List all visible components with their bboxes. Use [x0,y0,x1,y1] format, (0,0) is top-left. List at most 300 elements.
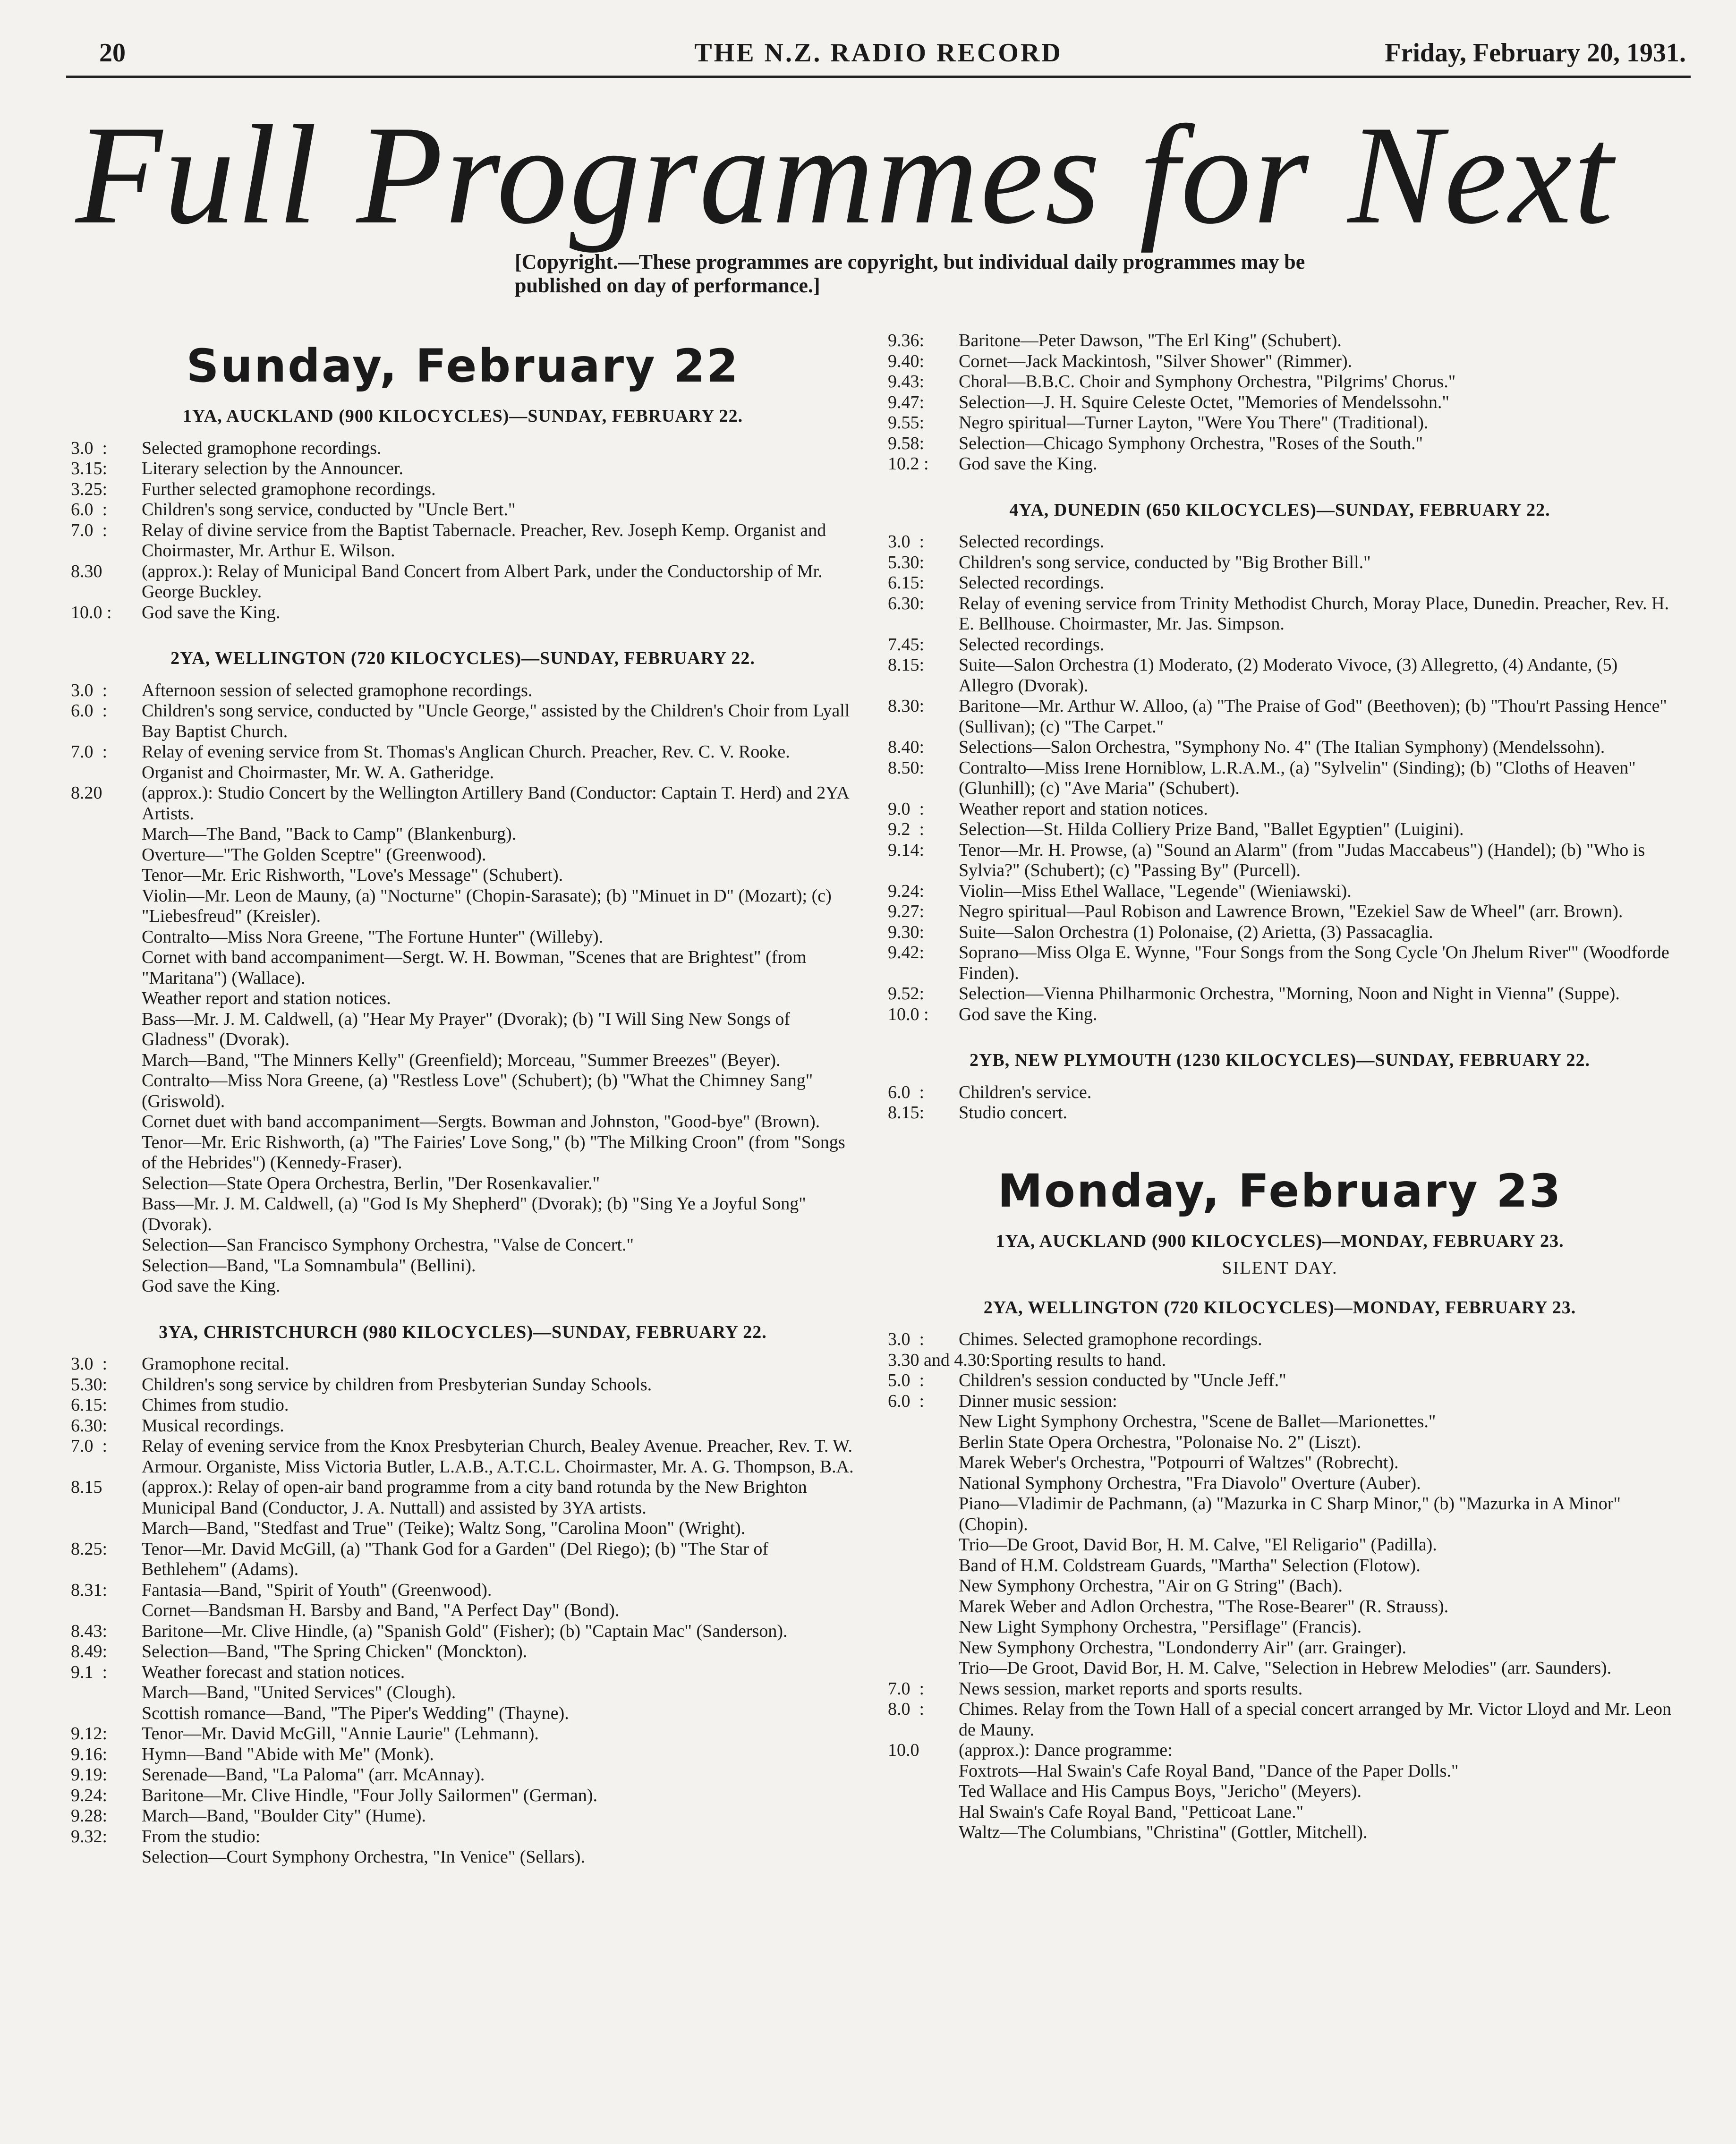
programme-entry [71,520,855,562]
programme-entry [888,413,1672,434]
programme-list [71,1354,855,1868]
programme-entry [71,783,855,824]
programme-entry [888,1412,1672,1432]
programme-entry [888,1494,1672,1535]
programme-entry [888,1556,1672,1576]
entry-text: (approx.): Relay of Municipal Band Concert from Albert Park, under the Conductorship of Mr. George Buckley. [142,561,823,602]
entry-text: Selected gramophone recordings. [142,438,382,458]
entry-text: Tenor—Mr. H. Prowse, (a) "Sound an Alarm" (from "Judas Maccabeus") (Handel); (b) "Who is Sylvia?" (Schubert); (c) "Passing By" (Purcell). [959,840,1645,880]
programme-entry [888,573,1672,594]
entry-text: New Light Symphony Orchestra, "Scene de Ballet—Marionettes." [959,1412,1436,1431]
entry-time: 8.25: [71,1539,108,1559]
entry-time [71,1847,142,1868]
programme-entry [71,1744,855,1765]
entry-time: 3.15: [71,459,108,478]
entry-time [71,1112,142,1132]
programme-entry [71,824,855,845]
entry-time: 6.0 : [888,1391,925,1411]
programme-entry [71,927,855,948]
programme-entry [888,902,1672,922]
station-heading: 3YA, CHRISTCHURCH (980 KILOCYCLES)—SUNDAY, FEBRUARY 22. [159,1322,767,1342]
left-column [71,331,855,1868]
programme-entry [71,681,855,701]
entry-text: Waltz—The Columbians, "Christina" (Gottler, Mitchell). [959,1822,1368,1842]
entry-text: Dinner music session: [959,1391,1117,1411]
entry-time [888,1597,959,1617]
entry-text: Selection—Chicago Symphony Orchestra, "Roses of the South." [959,433,1423,453]
entry-text: Serenade—Band, "La Paloma" (arr. McAnnay). [142,1765,485,1785]
entry-text: Gramophone recital. [142,1354,289,1374]
programme-entry [888,922,1672,943]
entry-text: Cornet—Bandsman H. Barsby and Band, "A Perfect Day" (Bond). [142,1600,620,1620]
programme-entry [888,1350,1672,1371]
programme-entry [888,331,1672,351]
entry-text: Berlin State Opera Orchestra, "Polonaise No. 2" (Liszt). [959,1432,1362,1452]
station-heading: 4YA, DUNEDIN (650 KILOCYCLES)—SUNDAY, FEBRUARY 22. [1009,500,1550,520]
entry-text: Band of H.M. Coldstream Guards, "Martha" Selection (Flotow). [959,1555,1421,1575]
entry-time [888,1576,959,1597]
entry-time [71,824,142,845]
entry-text: New Light Symphony Orchestra, "Persiflage" (Francis). [959,1617,1362,1637]
entry-time [71,1256,142,1276]
entry-time: 9.24: [71,1785,108,1805]
entry-time [888,1432,959,1453]
day-heading-sunday: Sunday, February 22 [186,340,740,392]
programme-entry [71,1806,855,1827]
programme-entry [71,1621,855,1642]
programme-entry [71,1436,855,1477]
entry-text: (approx.): Relay of open-air band programme from a city band rotunda by the New Brighton Municipal Band (Conductor, J. A. Nuttall) and assisted by 3YA artists. [142,1477,807,1518]
copyright-notice: [Copyright.—These programmes are copyright, but individual daily programmes may be published on day of performance.] [515,250,1305,297]
programme-entry [888,1082,1672,1103]
entry-time: 9.2 : [888,819,925,839]
entry-text: God save the King. [142,1276,281,1296]
programme-entry [888,1535,1672,1556]
programme-entry [71,1642,855,1662]
programme-entry [71,701,855,742]
programme-list [888,331,1672,475]
programme-entry [888,532,1672,553]
entry-text: March—The Band, "Back to Camp" (Blankenburg). [142,824,517,844]
entry-text: Piano—Vladimir de Pachmann, (a) "Mazurka in C Sharp Minor," (b) "Mazurka in A Minor" (Chopin). [959,1494,1621,1534]
entry-text: Relay of evening service from St. Thomas's Anglican Church. Preacher, Rev. C. V. Rooke. Organist and Choirmaster, Mr. W. A. Gatheridge. [142,742,790,783]
programme-entry [888,372,1672,392]
programme-entry [888,881,1672,902]
programme-entry [71,988,855,1009]
entry-time: 8.31: [71,1580,108,1600]
entry-time [888,1453,959,1473]
entry-time [888,1494,959,1535]
programme-entry [71,1477,855,1518]
day-heading-monday: Monday, February 23 [997,1164,1562,1217]
entry-time [71,1518,142,1539]
entry-text: (approx.): Dance programme: [959,1740,1173,1760]
entry-text: Relay of evening service from the Knox Presbyterian Church, Bealey Avenue. Preacher, Rev. T. W. Armour. Organiste, Miss Victoria Butler, L.A.B., A.T.C.L. Choirmaster, Mr. A. G. Thompson, B.A. [142,1436,854,1477]
entry-time: 9.1 : [71,1662,108,1682]
entry-text: Baritone—Mr. Clive Hindle, "Four Jolly Sailormen" (German). [142,1785,598,1805]
entry-time: 9.27: [888,902,925,921]
programme-entry [71,1703,855,1724]
programme-list [888,1329,1672,1843]
entry-time: 3.0 : [71,680,108,700]
programme-entry [888,1453,1672,1473]
entry-time: 9.47: [888,392,925,412]
programme-entry [888,1617,1672,1638]
entry-text: Selection—St. Hilda Colliery Prize Band, "Ballet Egyptien" (Luigini). [959,819,1464,839]
programme-entry [71,1580,855,1601]
entry-time [71,1276,142,1297]
programme-entry [888,553,1672,573]
entry-text: Chimes. Selected gramophone recordings. [959,1329,1262,1349]
entry-text: News session, market reports and sports results. [959,1678,1303,1699]
programme-entry [71,1071,855,1112]
programme-entry [71,1256,855,1276]
entry-time: 10.0 : [888,1004,929,1024]
entry-time [71,886,142,927]
entry-text: Studio concert. [959,1103,1068,1123]
programme-entry [71,1600,855,1621]
entry-text: March—Band, "Boulder City" (Hume). [142,1806,426,1826]
programme-entry [71,438,855,459]
entry-time: 6.0 : [71,500,108,519]
page-headline: Full Programmes for Next [76,96,1615,253]
entry-time: 9.58: [888,433,925,453]
header-rule [66,76,1691,78]
entry-text: Literary selection by the Announcer. [142,459,403,478]
programme-entry [71,1235,855,1256]
entry-text: Selection—Band, "The Spring Chicken" (Monckton). [142,1642,528,1661]
entry-text: Bass—Mr. J. M. Caldwell, (a) "God Is My Shepherd" (Dvorak); (b) "Sing Ye a Joyful Song" (Dvorak). [142,1194,806,1234]
programme-entry [888,655,1672,696]
entry-text: Baritone—Peter Dawson, "The Erl King" (Schubert). [959,331,1342,350]
entry-text: Chimes from studio. [142,1395,289,1415]
programme-entry [888,1597,1672,1617]
entry-text: Selection—Vienna Philharmonic Orchestra, "Morning, Noon and Night in Vienna" (Suppe). [959,984,1620,1004]
entry-time [71,1050,142,1071]
entry-time: 6.0 : [888,1082,925,1102]
programme-entry [888,1391,1672,1412]
entry-text: Violin—Miss Ethel Wallace, "Legende" (Wieniawski). [959,881,1352,901]
entry-text: Contralto—Miss Nora Greene, "The Fortune Hunter" (Willeby). [142,927,604,947]
entry-time: 8.30: [888,696,925,716]
programme-entry [888,635,1672,655]
programme-entry [71,742,855,783]
entry-text: Trio—De Groot, David Bor, H. M. Calve, "Selection in Hebrew Melodies" (arr. Saunders). [959,1658,1612,1678]
programme-entry [888,434,1672,454]
entry-time: 8.30 [71,561,102,581]
entry-text: Weather report and station notices. [142,988,391,1008]
entry-text: Children's song service, conducted by "Uncle George," assisted by the Children's Choir from Lyall Bay Baptist Church. [142,701,850,741]
programme-entry [888,1781,1672,1802]
entry-text: Selections—Salon Orchestra, "Symphony No. 4" (The Italian Symphony) (Mendelssohn). [959,737,1605,757]
entry-time: 7.45: [888,634,925,655]
entry-text: Selection—Court Symphony Orchestra, "In Venice" (Sellars). [142,1847,585,1867]
entry-text: National Symphony Orchestra, "Fra Diavolo" Overture (Auber). [959,1473,1421,1493]
programme-entry [71,1539,855,1580]
entry-text: Negro spiritual—Turner Layton, "Were You There" (Traditional). [959,413,1429,433]
entry-time [888,1822,959,1843]
entry-text: March—Band, "Stedfast and True" (Teike); Waltz Song, "Carolina Moon" (Wright). [142,1518,746,1538]
entry-time [888,1412,959,1432]
programme-entry [888,819,1672,840]
entry-text: Selection—San Francisco Symphony Orchestra, "Valse de Concert." [142,1235,634,1255]
entry-time: 8.40: [888,737,925,757]
entry-time: 9.42: [888,943,925,962]
entry-time: 7.0 : [71,742,108,762]
entry-text: Cornet with band accompaniment—Sergt. W. H. Bowman, "Scenes that are Brightest" (from "Maritana") (Wallace). [142,947,807,988]
entry-text: Contralto—Miss Nora Greene, (a) "Restless Love" (Schubert); (b) "What the Chimney Sang" (Griswold). [142,1071,813,1111]
entry-text: Baritone—Mr. Clive Hindle, (a) "Spanish Gold" (Fisher); (b) "Captain Mac" (Sanderson). [142,1621,788,1641]
entry-time [888,1535,959,1556]
entry-text: God save the King. [959,1004,1098,1024]
entry-time: 9.0 : [888,799,925,819]
programme-entry [888,594,1672,635]
programme-entry [71,562,855,603]
entry-text: Weather report and station notices. [959,799,1208,819]
programme-entry [71,479,855,500]
entry-text: Tenor—Mr. David McGill, "Annie Laurie" (Lehmann). [142,1724,539,1744]
entry-time: 9.12: [71,1724,108,1744]
entry-text: Contralto—Miss Irene Horniblow, L.R.A.M., (a) "Sylvelin" (Sinding); (b) "Cloths of Heaven" (Glunhill); (c) "Ave Maria" (Schubert). [959,757,1636,798]
programme-entry [888,943,1672,984]
entry-time: 3.0 : [888,1329,925,1349]
entry-time [71,845,142,866]
entry-time [71,1703,142,1724]
programme-entry [71,1518,855,1539]
entry-time: 9.52: [888,984,925,1004]
programme-entry [888,1822,1672,1843]
entry-time: 9.40: [888,351,925,371]
entry-time: 9.36: [888,331,925,350]
entry-time [888,1638,959,1659]
entry-text: Foxtrots—Hal Swain's Cafe Royal Band, "Dance of the Paper Dolls." [959,1761,1459,1781]
page-number: 20 [99,38,126,68]
entry-time: 9.32: [71,1826,108,1846]
entry-text: Children's song service, conducted by "Uncle Bert." [142,500,516,519]
entry-text: Baritone—Mr. Arthur W. Alloo, (a) "The Praise of God" (Beethoven); (b) "Thou'rt Passing Hence" (Sullivan); (c) "The Carpet." [959,696,1667,737]
entry-text: Afternoon session of selected gramophone recordings. [142,680,533,700]
entry-text: Relay of divine service from the Baptist Tabernacle. Preacher, Rev. Joseph Kemp. Organist and Choirmaster, Mr. Arthur E. Wilson. [142,520,826,561]
entry-time: 8.0 : [888,1699,925,1719]
entry-text: March—Band, "United Services" (Clough). [142,1683,456,1702]
entry-text: March—Band, "The Minners Kelly" (Greenfield); Morceau, "Summer Breezes" (Beyer). [142,1050,781,1070]
entry-time [888,1658,959,1679]
entry-text: Selected recordings. [959,573,1105,593]
entry-time: 8.43: [71,1621,108,1641]
programme-entry [71,1724,855,1744]
programme-entry [888,1638,1672,1659]
entry-time: 7.0 : [888,1678,925,1699]
entry-text: Soprano—Miss Olga E. Wynne, "Four Songs from the Song Cycle 'On Jhelum River'" (Woodforde Finden). [959,943,1669,983]
programme-entry [888,1658,1672,1679]
entry-text: Ted Wallace and His Campus Boys, "Jericho" (Meyers). [959,1781,1362,1801]
programme-entry [71,1194,855,1235]
entry-text: Fantasia—Band, "Spirit of Youth" (Greenwood). [142,1580,492,1600]
programme-list [888,1082,1672,1123]
entry-time: 10.2 : [888,454,929,474]
entry-text: New Symphony Orchestra, "Londonderry Air" (arr. Grainger). [959,1637,1407,1658]
entry-time: 6.15: [888,573,925,593]
entry-time: 3.25: [71,479,108,499]
entry-time: 8.50: [888,757,925,778]
entry-text: Tenor—Mr. Eric Rishworth, "Love's Message" (Schubert). [142,865,563,885]
programme-entry [888,351,1672,372]
programme-entry [71,1786,855,1806]
programme-entry [888,454,1672,475]
entry-text: Overture—"The Golden Sceptre" (Greenwood). [142,844,486,865]
entry-time [888,1761,959,1782]
entry-text: Hal Swain's Cafe Royal Band, "Petticoat Lane." [959,1802,1304,1822]
programme-entry [888,1004,1672,1025]
programme-entry [71,1847,855,1868]
programme-entry [71,1112,855,1132]
programme-entry [888,1370,1672,1391]
station-heading: 1YA, AUCKLAND (900 KILOCYCLES)—SUNDAY, FEBRUARY 22. [182,406,743,426]
entry-time: 8.15 [71,1477,102,1497]
entry-time: 9.43: [888,372,925,391]
programme-entry [888,392,1672,413]
entry-text: Trio—De Groot, David Bor, H. M. Calve, "El Religario" (Padilla). [959,1535,1437,1555]
entry-time [71,1194,142,1235]
entry-time: 5.0 : [888,1370,925,1390]
programme-entry [71,1662,855,1683]
programme-entry [71,1009,855,1050]
entry-text: God save the King. [142,602,281,622]
entry-time: 3.0 : [71,1354,108,1374]
entry-text: Sporting results to hand. [990,1350,1166,1370]
programme-entry [71,459,855,479]
entry-time [888,1802,959,1823]
entry-text: Tenor—Mr. Eric Rishworth, (a) "The Fairies' Love Song," (b) "The Milking Croon" (from "Songs of the Hebrides") (Kennedy-Fraser). [142,1132,845,1173]
programme-entry [888,1761,1672,1782]
entry-time [71,1683,142,1703]
entry-text: Children's service. [959,1082,1092,1102]
entry-time: 3.0 : [71,438,108,458]
entry-text: Selection—J. H. Squire Celeste Octet, "Memories of Mendelssohn." [959,392,1449,412]
programme-entry [71,1354,855,1375]
programme-list [71,681,855,1297]
entry-text: Selection—Band, "La Somnambula" (Bellini). [142,1255,476,1276]
station-heading: 2YA, WELLINGTON (720 KILOCYCLES)—SUNDAY, FEBRUARY 22. [170,648,755,668]
entry-time [71,927,142,948]
entry-text: Suite—Salon Orchestra (1) Polonaise, (2) Arietta, (3) Passacaglia. [959,922,1433,942]
entry-time: 6.30: [71,1415,108,1436]
programme-entry [71,1416,855,1437]
entry-text: New Symphony Orchestra, "Air on G String" (Bach). [959,1576,1343,1596]
programme-entry [888,737,1672,758]
entry-text: Selection—State Opera Orchestra, Berlin, "Der Rosenkavalier." [142,1173,600,1193]
programme-entry [888,758,1672,799]
entry-text: Choral—B.B.C. Choir and Symphony Orchestra, "Pilgrims' Chorus." [959,372,1456,391]
entry-text: Children's song service, conducted by "Big Brother Bill." [959,552,1371,572]
entry-text: Musical recordings. [142,1415,284,1436]
entry-time: 9.14: [888,840,925,860]
programme-entry [888,1473,1672,1494]
entry-text: Further selected gramophone recordings. [142,479,436,499]
entry-time [888,1556,959,1576]
silent-day-note: SILENT DAY. [1222,1258,1338,1278]
entry-time: 8.20 [71,783,102,803]
programme-entry [888,1432,1672,1453]
entry-time: 8.49: [71,1642,108,1661]
programme-entry [71,603,855,623]
entry-text: From the studio: [142,1826,261,1846]
publication-title: THE N.Z. RADIO RECORD [694,38,1063,68]
entry-text: (approx.): Studio Concert by the Wellington Artillery Band (Conductor: Captain T. Herd) and 2YA Artists. [142,783,849,824]
programme-entry [71,1375,855,1395]
programme-entry [71,865,855,886]
entry-time: 3.30 and 4.30: [888,1350,991,1370]
entry-time: 5.30: [888,552,925,572]
entry-time: 9.28: [71,1806,108,1826]
entry-time [71,1009,142,1050]
entry-time: 6.15: [71,1395,108,1415]
programme-entry [888,1329,1672,1350]
entry-time [71,865,142,886]
entry-time: 6.30: [888,593,925,613]
programme-entry [71,1765,855,1786]
entry-text: Scottish romance—Band, "The Piper's Wedding" (Thayne). [142,1703,569,1723]
entry-time [71,1132,142,1174]
programme-entry [888,984,1672,1004]
programme-entry [71,1276,855,1297]
entry-text: Hymn—Band "Abide with Me" (Monk). [142,1744,434,1764]
entry-time [888,1473,959,1494]
entry-time: 9.55: [888,413,925,433]
entry-text: Negro spiritual—Paul Robison and Lawrence Brown, "Ezekiel Saw de Wheel" (arr. Brown). [959,902,1623,921]
entry-text: Relay of evening service from Trinity Methodist Church, Moray Place, Dunedin. Preacher, Rev. H. E. Bellhouse. Choirmaster, Mr. Jas. Simpson. [959,593,1669,634]
programme-entry [71,845,855,866]
entry-time [71,1600,142,1621]
entry-text: Tenor—Mr. David McGill, (a) "Thank God for a Garden" (Del Riego); (b) "The Star of Bethlehem" (Adams). [142,1539,769,1579]
entry-time: 3.0 : [888,532,925,552]
entry-text: Chimes. Relay from the Town Hall of a special concert arranged by Mr. Victor Lloyd and Mr. Leon de Mauny. [959,1699,1672,1740]
issue-date: Friday, February 20, 1931. [1385,38,1686,68]
newspaper-page [66,28,1691,2116]
programme-list [888,532,1672,1025]
programme-entry [71,500,855,520]
programme-entry [71,1050,855,1071]
entry-time [71,1174,142,1194]
programme-entry [71,886,855,927]
station-heading: 2YA, WELLINGTON (720 KILOCYCLES)—MONDAY, FEBRUARY 23. [983,1297,1576,1318]
programme-entry [888,799,1672,820]
entry-time: 5.30: [71,1374,108,1395]
entry-text: Cornet—Jack Mackintosh, "Silver Shower" (Rimmer). [959,351,1353,371]
entry-time: 8.15: [888,655,925,675]
entry-text: Marek Weber's Orchestra, "Potpourri of Waltzes" (Robrecht). [959,1453,1399,1472]
entry-text: Bass—Mr. J. M. Caldwell, (a) "Hear My Prayer" (Dvorak); (b) "I Will Sing New Songs of Gladness" (Dvorak). [142,1009,791,1049]
entry-time [71,988,142,1009]
programme-entry [888,1103,1672,1123]
entry-text: Weather forecast and station notices. [142,1662,405,1682]
programme-entry [888,1699,1672,1740]
programme-entry [71,1683,855,1703]
entry-time: 9.16: [71,1744,108,1764]
entry-time: 6.0 : [71,701,108,721]
entry-text: Marek Weber and Adlon Orchestra, "The Rose-Bearer" (R. Strauss). [959,1596,1449,1617]
entry-time: 8.15: [888,1103,925,1123]
entry-time: 9.30: [888,922,925,942]
entry-time: 10.0 : [71,602,112,622]
programme-entry [71,1174,855,1194]
programme-entry [888,840,1672,881]
entry-text: Suite—Salon Orchestra (1) Moderato, (2) Moderato Vivoce, (3) Allegretto, (4) Andante, (5) Allegro (Dvorak). [959,655,1618,696]
entry-time: 10.0 [888,1740,919,1760]
entry-time [888,1781,959,1802]
entry-time: 7.0 : [71,520,108,540]
programme-entry [888,1740,1672,1761]
